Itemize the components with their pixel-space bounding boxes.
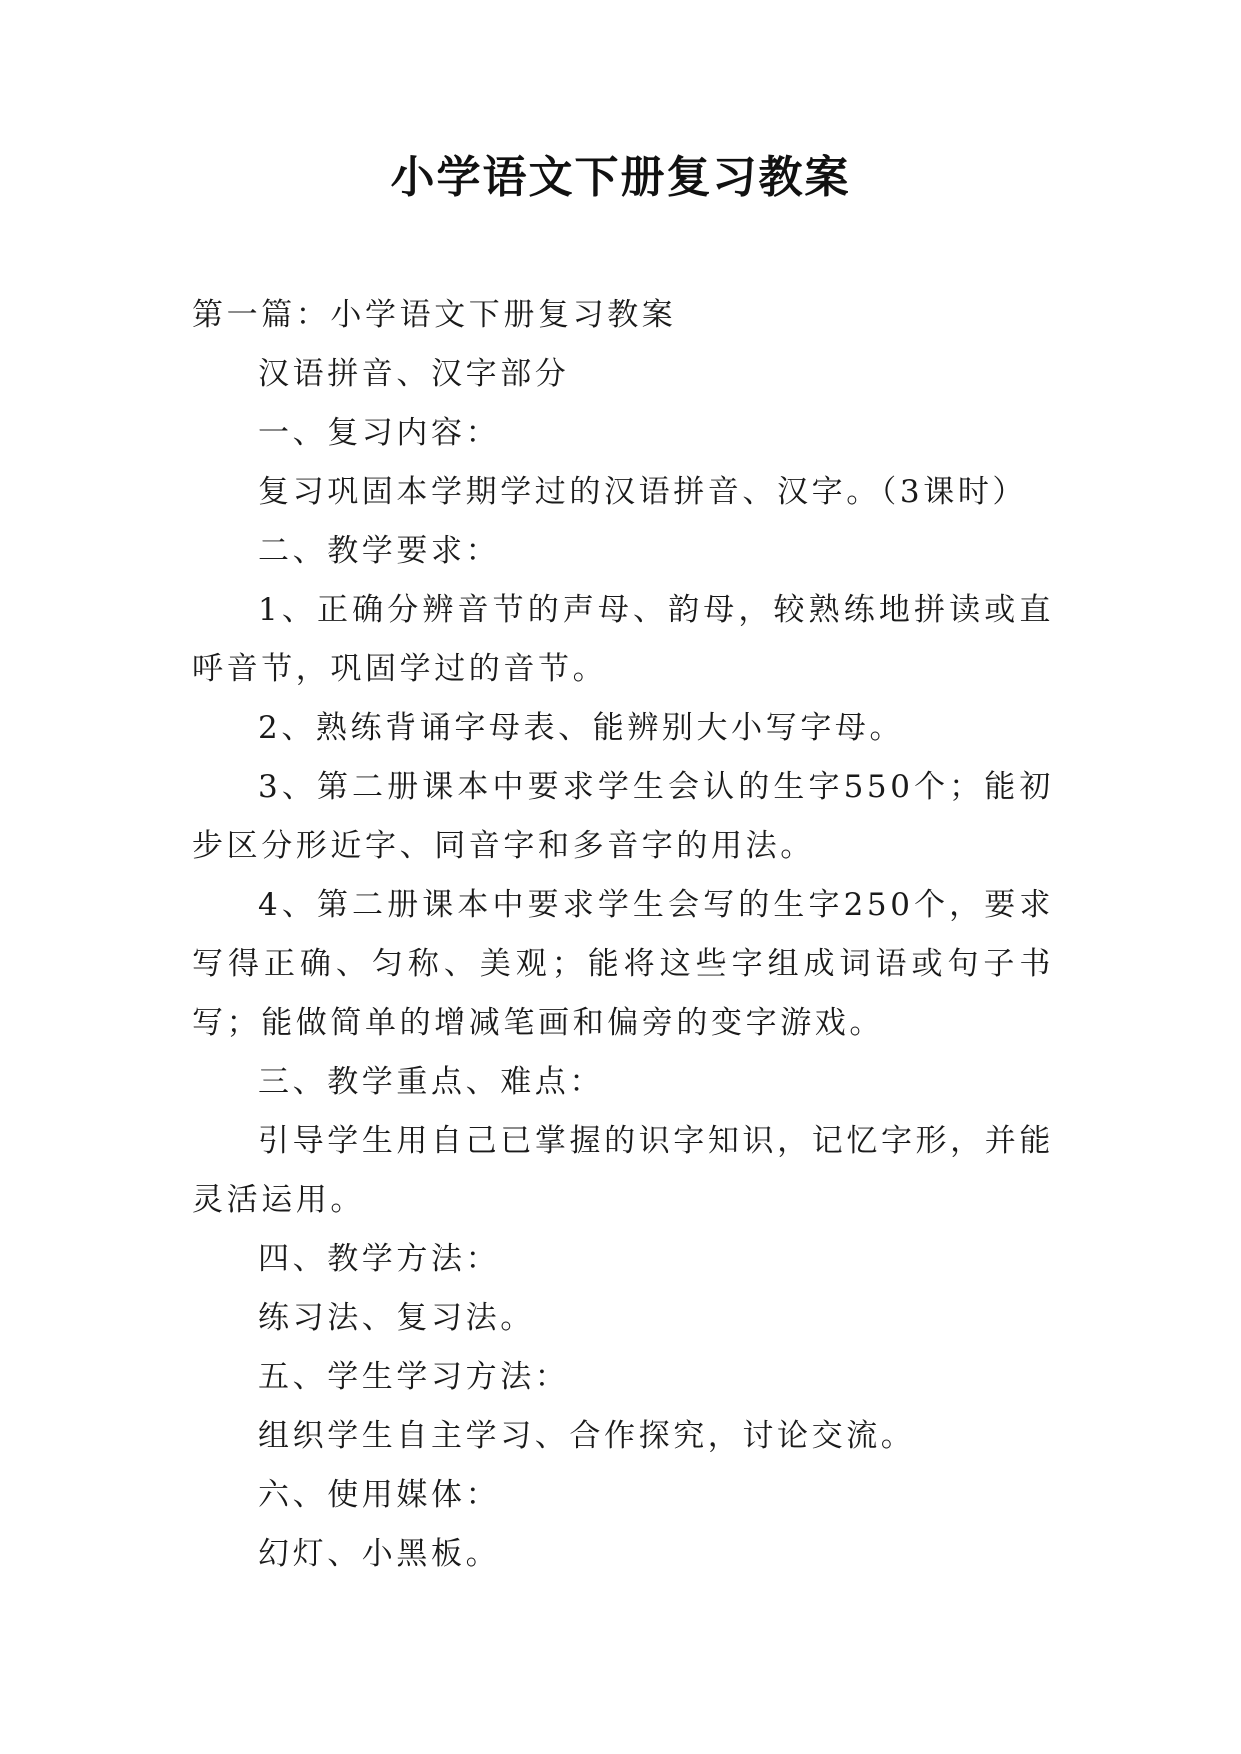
heading-key-points: 三、教学重点、难点： (258, 1064, 604, 1100)
requirement-item-3: 3、第二册课本中要求学生会认的生字550个；能初步区分形近字、同音字和多音字的用法。 (192, 769, 1054, 864)
heading-teaching-requirements: 二、教学要求： (258, 533, 501, 569)
paragraph-key-points: 引导学生用自己已掌握的识字知识，记忆字形，并能灵活运用。 (192, 1123, 1054, 1218)
document-body (192, 286, 1054, 1584)
requirement-item-2: 2、熟练背诵字母表、能辨别大小写字母。 (258, 710, 905, 746)
heading-media: 六、使用媒体： (258, 1477, 501, 1513)
subsection-heading-pinyin-hanzi: 汉语拼音、汉字部分 (258, 356, 570, 392)
document-title: 小学语文下册复习教案 (390, 152, 851, 203)
paragraph-student-methods: 组织学生自主学习、合作探究，讨论交流。 (258, 1418, 916, 1454)
heading-teaching-methods: 四、教学方法： (258, 1241, 501, 1277)
heading-student-methods: 五、学生学习方法： (258, 1359, 570, 1395)
requirement-item-4: 4、第二册课本中要求学生会写的生字250个，要求写得正确、匀称、美观；能将这些字组成词语或句子书写；能做简单的增减笔画和偏旁的变字游戏。 (192, 887, 1054, 1041)
requirement-item-1: 1、正确分辨音节的声母、韵母，较熟练地拼读或直呼音节，巩固学过的音节。 (192, 592, 1054, 687)
paragraph-teaching-methods: 练习法、复习法。 (258, 1300, 535, 1336)
paragraph-media: 幻灯、小黑板。 (258, 1536, 501, 1572)
section-heading-first: 第一篇：小学语文下册复习教案 (192, 297, 677, 333)
heading-review-content: 一、复习内容： (258, 415, 501, 451)
paragraph-review-content: 复习巩固本学期学过的汉语拼音、汉字。（3课时） (258, 474, 1028, 510)
